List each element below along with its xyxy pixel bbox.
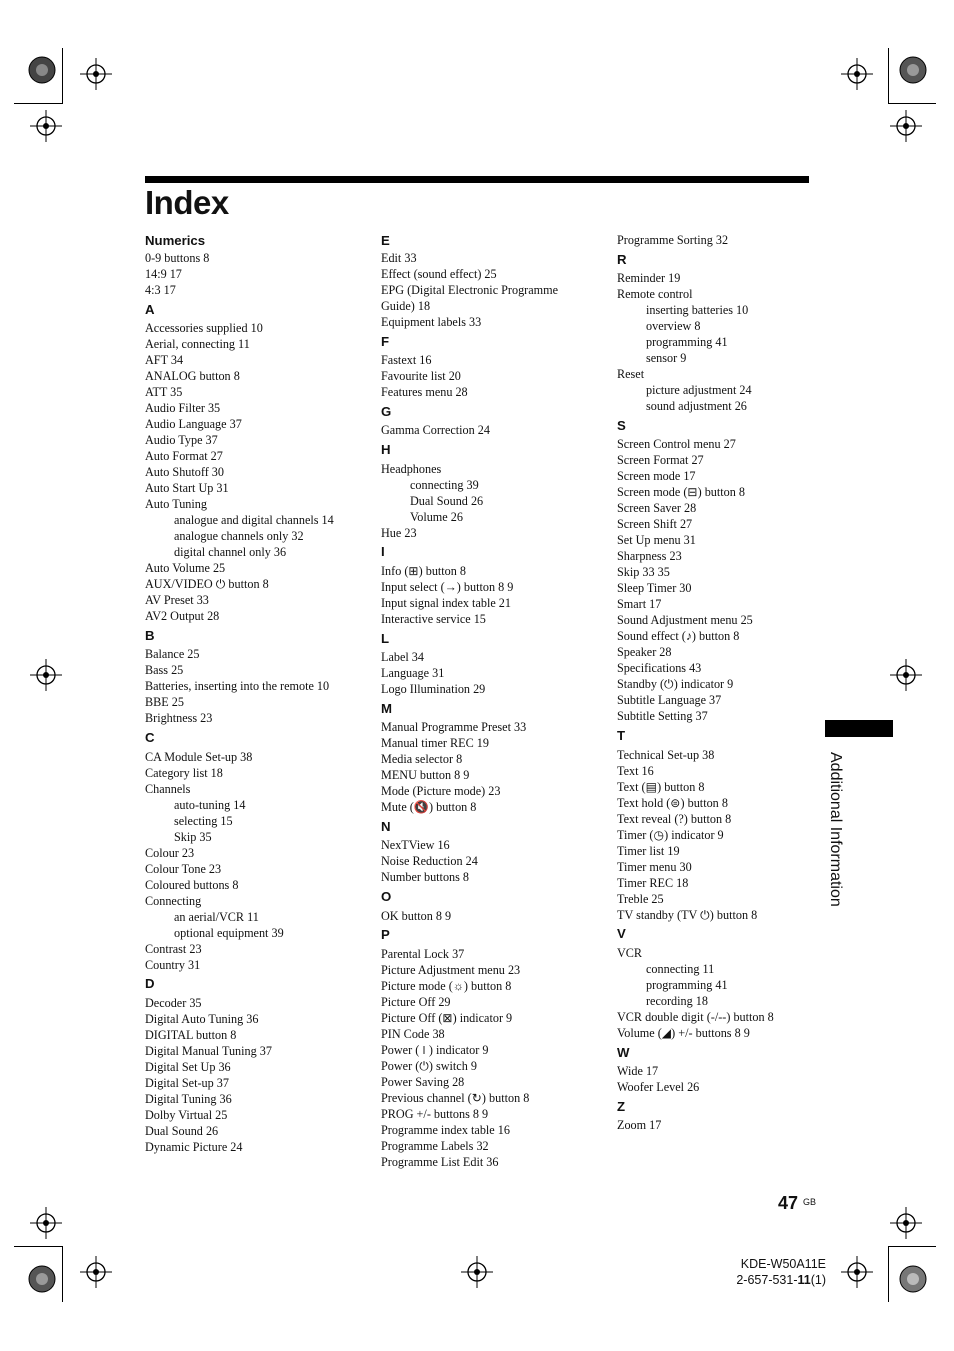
index-entry: Subtitle Language 37 — [617, 693, 722, 708]
crop-mark — [14, 1246, 62, 1247]
index-entry: Skip 33 35 — [617, 565, 670, 580]
index-entry: Auto Shutoff 30 — [145, 465, 224, 480]
index-entry: Sound effect (♪) button 8 — [617, 629, 740, 644]
index-entry: Audio Filter 35 — [145, 401, 221, 416]
registration-mark-icon — [890, 1207, 922, 1239]
index-entry: Screen Shift 27 — [617, 517, 693, 532]
index-entry: Manual timer REC 19 — [381, 736, 489, 751]
index-entry: MENU button 8 9 — [381, 768, 470, 783]
index-entry: PROG +/- buttons 8 9 — [381, 1106, 489, 1121]
index-entry: Manual Programme Preset 33 — [381, 720, 527, 735]
index-entry: Picture Off (⊠) indicator 9 — [381, 1010, 513, 1025]
side-tab-label: Additional Information — [827, 752, 844, 907]
part-number — [736, 1272, 826, 1288]
index-entry: Input signal index table 21 — [381, 595, 511, 610]
index-entry: Sharpness 23 — [617, 549, 682, 564]
crop-mark — [62, 1246, 63, 1302]
index-entry: Digital Auto Tuning 36 — [145, 1011, 259, 1026]
crop-mark — [14, 103, 62, 104]
index-entry: Auto Volume 25 — [145, 561, 226, 576]
index-entry: Fastext 16 — [381, 353, 432, 368]
page-number: 47 — [778, 1193, 799, 1213]
index-entry: VCR double digit (-/--) button 8 — [617, 1009, 774, 1024]
index-subentry: sound adjustment 26 — [646, 399, 747, 414]
index-entry: Programme Labels 32 — [381, 1138, 489, 1153]
index-subentry: connecting 39 — [410, 477, 479, 492]
index-entry: VCR — [617, 945, 643, 960]
side-tab — [828, 752, 850, 942]
index-entry: Timer (◷) indicator 9 — [617, 827, 724, 842]
color-target-icon — [26, 54, 58, 86]
index-entry: Decoder 35 — [145, 995, 202, 1010]
index-entry: Screen Saver 28 — [617, 501, 697, 516]
index-entry: Language 31 — [381, 665, 445, 680]
index-subentry: recording 18 — [646, 993, 708, 1008]
index-entry: OK button 8 9 — [381, 908, 452, 923]
index-subentry: digital channel only 36 — [174, 545, 287, 560]
index-entry: Coloured buttons 8 — [145, 877, 239, 892]
index-entry: DIGITAL button 8 — [145, 1027, 237, 1042]
index-entry: 4:3 17 — [145, 283, 176, 297]
index-entry: Features menu 28 — [381, 385, 468, 400]
index-entry: Text reveal (?) button 8 — [617, 811, 732, 826]
index-entry: Channels — [145, 781, 191, 796]
index-letter-heading: V — [617, 926, 626, 942]
index-entry: Digital Set-up 37 — [145, 1075, 229, 1090]
index-entry: Zoom 17 — [617, 1118, 662, 1133]
index-entry: ATT 35 — [145, 385, 183, 400]
index-entry: Balance 25 — [145, 647, 200, 662]
index-subentry: Skip 35 — [174, 829, 212, 844]
index-entry: Technical Set-up 38 — [617, 747, 715, 762]
registration-mark-icon — [80, 1256, 112, 1288]
index-entry: Dolby Virtual 25 — [145, 1107, 228, 1122]
index-column-1 — [145, 232, 375, 1155]
index-subentry: programming 41 — [646, 335, 728, 350]
index-entry: Label 34 — [381, 649, 424, 664]
index-entry: Screen mode 17 — [617, 469, 696, 484]
index-entry: Gamma Correction 24 — [381, 423, 490, 438]
registration-mark-icon — [30, 110, 62, 142]
index-entry: Auto Tuning — [145, 497, 207, 512]
index-entry: Programme Sorting 32 — [617, 233, 729, 247]
index-letter-heading: M — [381, 700, 392, 716]
index-entry: Number buttons 8 — [381, 870, 470, 885]
registration-mark-icon — [841, 58, 873, 90]
registration-mark-icon — [890, 110, 922, 142]
index-entry: EPG (Digital Electronic Programme — [381, 283, 559, 297]
index-entry: Power Saving 28 — [381, 1074, 465, 1089]
side-tab-bar — [825, 720, 893, 737]
index-entry: Sound Adjustment menu 25 — [617, 613, 753, 628]
index-entry: Info (⊞) button 8 — [381, 563, 467, 578]
registration-mark-icon — [890, 659, 922, 691]
registration-mark-icon — [461, 1256, 493, 1288]
index-entry: Connecting — [145, 893, 202, 908]
part-number-suffix: (1) — [810, 1273, 826, 1287]
index-subentry: Dual Sound 26 — [410, 493, 484, 508]
index-entry: ANALOG button 8 — [145, 369, 240, 384]
document-code — [736, 1256, 826, 1288]
index-entry: Favourite list 20 — [381, 369, 461, 384]
index-entry: Hue 23 — [381, 525, 417, 540]
index-entry: Digital Manual Tuning 37 — [145, 1043, 272, 1058]
index-entry: Batteries, inserting into the remote 10 — [145, 679, 330, 694]
index-entry: Accessories supplied 10 — [145, 321, 263, 336]
index-entry: Picture Off 29 — [381, 994, 451, 1009]
index-letter-heading: W — [617, 1044, 630, 1060]
index-letter-heading: E — [381, 233, 390, 248]
crop-mark — [888, 1246, 936, 1247]
index-entry: Set Up menu 31 — [617, 533, 696, 548]
index-entry: Effect (sound effect) 25 — [381, 267, 497, 281]
registration-mark-icon — [30, 1207, 62, 1239]
index-subentry: programming 41 — [646, 977, 728, 992]
index-entry: Timer menu 30 — [617, 859, 692, 874]
index-entry: Edit 33 — [381, 251, 417, 265]
index-entry: Sleep Timer 30 — [617, 581, 692, 596]
index-column-2 — [381, 232, 611, 1170]
index-entry: Previous channel (↻) button 8 — [381, 1090, 530, 1105]
index-entry: Equipment labels 33 — [381, 315, 482, 329]
index-entry: Subtitle Setting 37 — [617, 709, 708, 724]
index-entry: Guide) 18 — [381, 299, 431, 313]
index-entry: Screen Control menu 27 — [617, 437, 736, 452]
index-subentry: picture adjustment 24 — [646, 383, 752, 398]
index-letter-heading: Z — [617, 1098, 626, 1114]
index-letter-heading: D — [145, 976, 155, 992]
color-target-icon — [897, 1263, 929, 1295]
index-entry: Smart 17 — [617, 597, 662, 612]
index-letter-heading: P — [381, 927, 390, 943]
index-entry: Screen Format 27 — [617, 453, 704, 468]
index-entry: PIN Code 38 — [381, 1026, 445, 1041]
index-entry: Wide 17 — [617, 1063, 659, 1078]
index-entry: Specifications 43 — [617, 661, 702, 676]
crop-mark — [888, 103, 936, 104]
index-entry: Aerial, connecting 11 — [145, 337, 250, 352]
index-entry: Input select (→) button 8 9 — [381, 579, 514, 594]
crop-mark — [62, 48, 63, 104]
index-entry: 14:9 17 — [145, 267, 182, 281]
registration-mark-icon — [841, 1256, 873, 1288]
index-letter-heading: B — [145, 627, 155, 643]
index-subentry: Volume 26 — [410, 509, 463, 524]
index-entry: Contrast 23 — [145, 941, 202, 956]
index-entry: Timer REC 18 — [617, 875, 689, 890]
index-entry: Logo Illumination 29 — [381, 681, 486, 696]
crop-mark — [888, 1246, 889, 1302]
part-number-revision: 11 — [797, 1273, 811, 1287]
index-entry: Programme index table 16 — [381, 1122, 510, 1137]
index-subentry: sensor 9 — [646, 351, 687, 366]
index-entry: Reset — [617, 367, 645, 382]
index-entry: Screen mode (⊟) button 8 — [617, 485, 745, 500]
index-entry: Auto Format 27 — [145, 449, 223, 464]
index-entry: Text hold (⊜) button 8 — [617, 795, 728, 810]
index-letter-heading: H — [381, 442, 391, 458]
registration-mark-icon — [30, 659, 62, 691]
index-entry: Bass 25 — [145, 663, 184, 678]
index-entry: Volume (◢) +/- buttons 8 9 — [617, 1025, 750, 1040]
index-entry: Power (⏻) switch 9 — [381, 1058, 477, 1073]
index-entry: Media selector 8 — [381, 752, 463, 767]
index-letter-heading: A — [145, 301, 155, 317]
index-column-3 — [617, 232, 847, 1133]
index-entry: Mode (Picture mode) 23 — [381, 784, 501, 799]
index-entry: Dual Sound 26 — [145, 1123, 219, 1138]
index-entry: Noise Reduction 24 — [381, 854, 478, 869]
index-entry: Picture mode (☼) button 8 — [381, 978, 512, 993]
index-entry: Colour 23 — [145, 845, 195, 860]
index-entry: Picture Adjustment menu 23 — [381, 962, 521, 977]
index-letter-heading: Numerics — [145, 233, 206, 248]
index-letter-heading: S — [617, 417, 626, 433]
index-entry: Audio Type 37 — [145, 433, 218, 448]
index-entry: AFT 34 — [145, 353, 184, 368]
index-entry: Reminder 19 — [617, 271, 681, 286]
index-letter-heading: L — [381, 630, 390, 646]
index-entry: Colour Tone 23 — [145, 861, 222, 876]
index-entry: Headphones — [381, 461, 442, 476]
index-subentry: overview 8 — [646, 319, 701, 334]
index-entry: BBE 25 — [145, 695, 184, 710]
index-entry: Speaker 28 — [617, 645, 672, 660]
index-entry: Country 31 — [145, 957, 201, 972]
index-entry: AUX/VIDEO ⏻ button 8 — [145, 577, 269, 592]
index-entry: Auto Start Up 31 — [145, 481, 229, 496]
index-entry: Dynamic Picture 24 — [145, 1139, 243, 1154]
page-suffix: GB — [803, 1197, 817, 1207]
index-subentry: analogue channels only 32 — [174, 529, 304, 544]
index-entry: Digital Tuning 36 — [145, 1091, 232, 1106]
color-target-icon — [897, 54, 929, 86]
index-entry: NexTView 16 — [381, 838, 450, 853]
index-subentry: analogue and digital channels 14 — [174, 513, 334, 528]
index-subentry: an aerial/VCR 11 — [174, 909, 259, 924]
registration-mark-icon — [80, 58, 112, 90]
index-entry: Text 16 — [617, 763, 654, 778]
index-entry: Programme List Edit 36 — [381, 1154, 499, 1169]
index-letter-heading: C — [145, 730, 155, 746]
index-entry: Woofer Level 26 — [617, 1079, 700, 1094]
part-number-prefix: 2-657-531- — [736, 1273, 798, 1287]
index-subentry: selecting 15 — [174, 813, 233, 828]
index-subentry: auto-tuning 14 — [174, 797, 246, 812]
index-entry: Brightness 23 — [145, 711, 213, 726]
page-title: Index — [145, 184, 229, 221]
model-number: KDE-W50A11E — [740, 1257, 826, 1271]
index-letter-heading: F — [381, 333, 390, 349]
index-letter-heading: I — [381, 544, 385, 560]
index-entry: Audio Language 37 — [145, 417, 242, 432]
index-entry: Text (▤) button 8 — [617, 779, 705, 794]
index-entry: TV standby (TV ⏻) button 8 — [617, 907, 758, 922]
index-entry: 0-9 buttons 8 — [145, 251, 210, 265]
index-entry: AV Preset 33 — [145, 593, 209, 608]
index-entry: Parental Lock 37 — [381, 946, 465, 961]
index-letter-heading: G — [381, 403, 392, 419]
index-entry: AV2 Output 28 — [145, 609, 220, 624]
index-entry: Remote control — [617, 287, 693, 302]
index-entry: Timer list 19 — [617, 843, 680, 858]
index-subentry: inserting batteries 10 — [646, 303, 749, 318]
index-entry: Mute (🔇) button 8 — [381, 800, 477, 815]
index-letter-heading: R — [617, 251, 627, 267]
index-entry: Category list 18 — [145, 765, 223, 780]
index-entry: Treble 25 — [617, 891, 664, 906]
index-entry: CA Module Set-up 38 — [145, 749, 253, 764]
index-letter-heading: O — [381, 889, 392, 905]
index-letter-heading: T — [617, 728, 626, 744]
color-target-icon — [26, 1263, 58, 1295]
title-rule — [145, 176, 809, 183]
crop-mark — [888, 48, 889, 104]
index-subentry: optional equipment 39 — [174, 925, 284, 940]
index-entry: Interactive service 15 — [381, 611, 486, 626]
index-entry: Digital Set Up 36 — [145, 1059, 231, 1074]
index-entry: Power (⏽) indicator 9 — [381, 1042, 489, 1057]
index-entry: Standby (⏻) indicator 9 — [617, 677, 734, 692]
index-subentry: connecting 11 — [646, 961, 715, 976]
index-letter-heading: N — [381, 818, 391, 834]
